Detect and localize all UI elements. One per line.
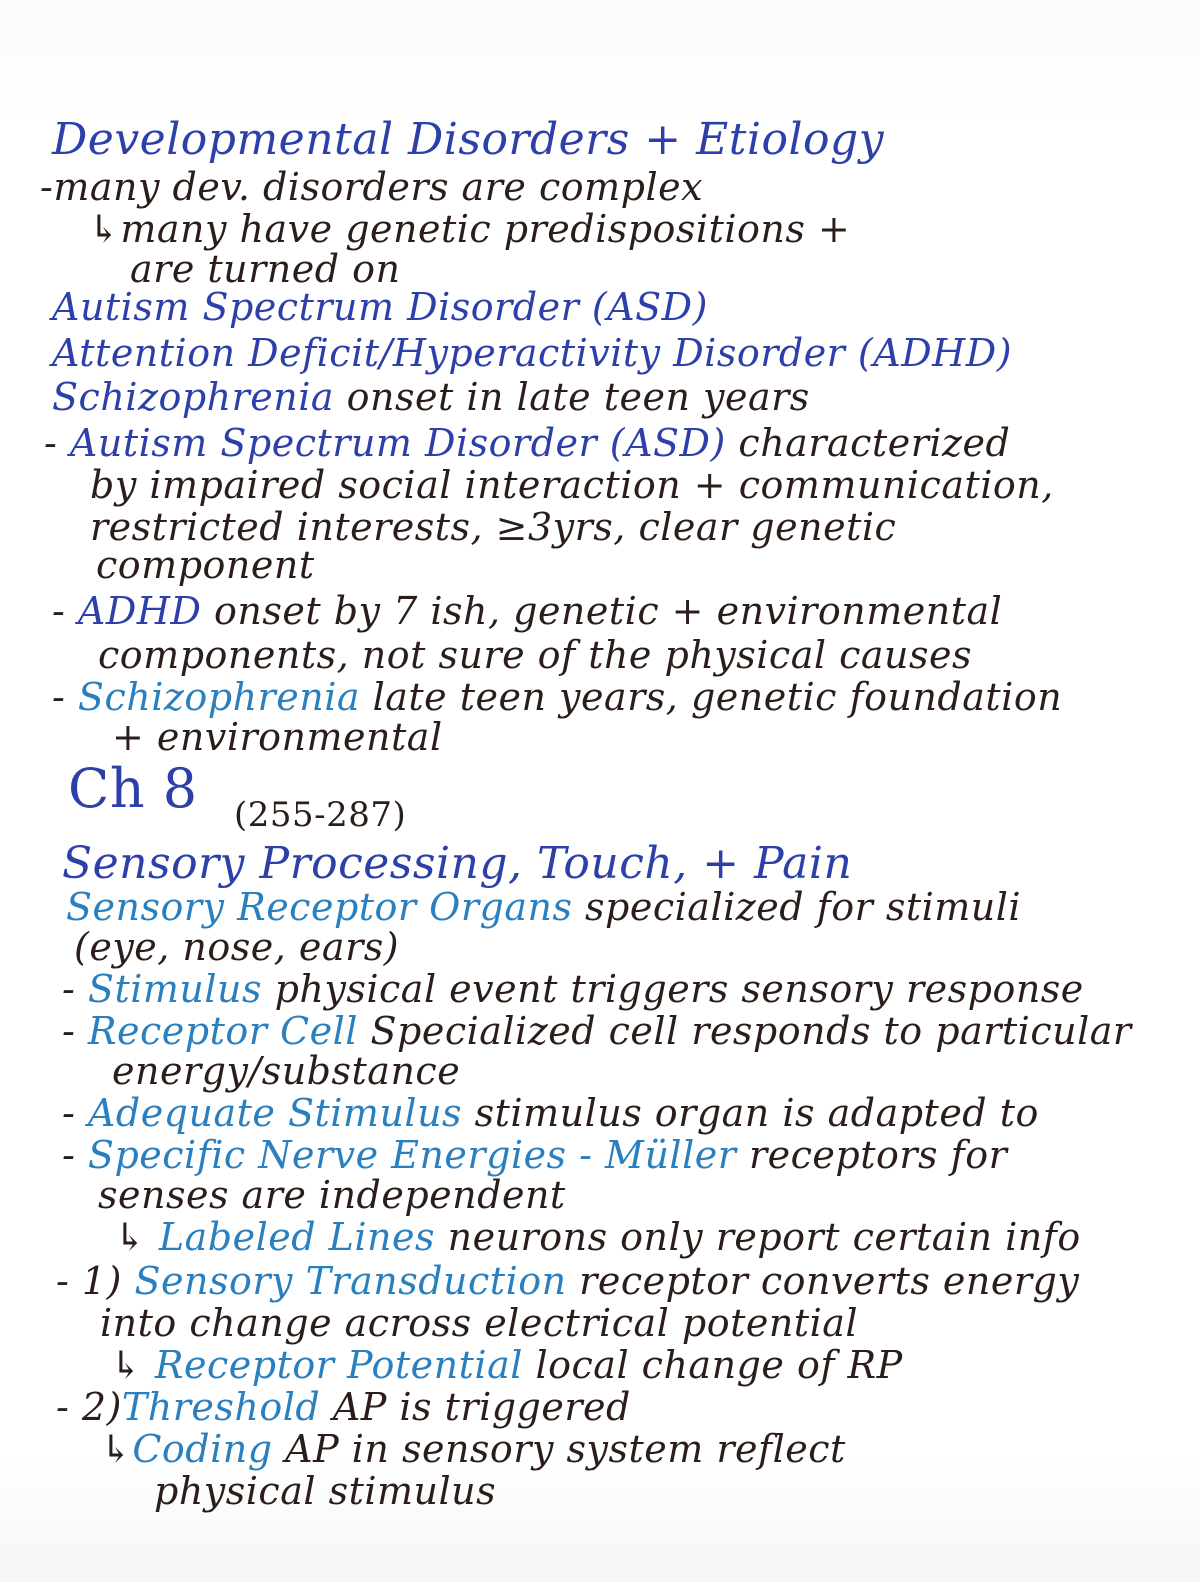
term: ADHD — [77, 589, 202, 633]
note-line — [110, 1343, 903, 1387]
note-line — [62, 1133, 1008, 1177]
definition: late teen years, genetic foundation — [360, 675, 1063, 719]
definition: stimulus organ is adapted to — [462, 1091, 1039, 1135]
bullet: - — [44, 421, 70, 465]
note-line — [62, 1009, 1132, 1053]
definition: onset by 7 ish, genetic + environmental — [201, 589, 1003, 633]
note-line: physical stimulus — [154, 1469, 497, 1513]
term: Sensory Transduction — [134, 1259, 567, 1303]
definition: neurons only report certain info — [435, 1215, 1081, 1259]
note-line: ↳many have genetic predispositions + — [88, 207, 851, 251]
arrow: ↳ — [114, 1215, 159, 1259]
note-line — [52, 675, 1063, 719]
note-line — [114, 1215, 1081, 1259]
note-line — [62, 967, 1084, 1011]
term: Schizophrenia — [52, 375, 335, 419]
note-line — [56, 1385, 631, 1429]
bullet: - — [62, 967, 88, 1011]
note-line — [52, 375, 810, 419]
note-line: component — [96, 543, 315, 587]
note-line: senses are independent — [98, 1173, 566, 1217]
definition: onset in late teen years — [334, 375, 810, 419]
bullet: - 2) — [56, 1385, 122, 1429]
term: Coding — [132, 1427, 273, 1471]
term: Specific Nerve Energies - Müller — [87, 1133, 737, 1177]
bullet: - — [52, 589, 78, 633]
chapter-heading: Ch 8 — [68, 757, 198, 820]
note-line: into change across electrical potential — [100, 1301, 859, 1345]
note-line: energy/substance — [112, 1049, 461, 1093]
term: Receptor Cell — [87, 1009, 358, 1053]
page-heading: Developmental Disorders + Etiology — [52, 114, 885, 165]
definition: specialized for stimuli — [572, 885, 1022, 929]
note-line: restricted interests, ≥3yrs, clear genetic — [90, 505, 897, 549]
term: Stimulus — [87, 967, 263, 1011]
note-line — [100, 1427, 846, 1471]
note-line: (eye, nose, ears) — [74, 925, 400, 969]
definition: physical event triggers sensory response — [262, 967, 1084, 1011]
definition: characterized — [725, 421, 1011, 465]
definition: Specialized cell responds to particular — [357, 1009, 1132, 1053]
term: Sensory Receptor Organs — [66, 885, 573, 929]
definition: receptors for — [736, 1133, 1008, 1177]
definition: local change of RP — [522, 1343, 903, 1387]
arrow: ↳ — [110, 1343, 155, 1387]
term-heading: Autism Spectrum Disorder (ASD) — [52, 285, 708, 329]
note-line: + environmental — [112, 715, 443, 759]
bullet: - — [62, 1133, 88, 1177]
note-line: -many dev. disorders are complex — [40, 165, 704, 209]
note-line — [66, 885, 1022, 929]
term: Threshold — [121, 1385, 321, 1429]
note-line: are turned on — [130, 247, 401, 291]
bullet: - — [52, 675, 78, 719]
term: Schizophrenia — [77, 675, 360, 719]
bullet: - 1) — [56, 1259, 135, 1303]
bullet: - — [62, 1009, 88, 1053]
arrow: ↳ — [100, 1427, 133, 1471]
note-line — [62, 1091, 1039, 1135]
note-line — [44, 421, 1011, 465]
term-heading: Attention Deficit/Hyperactivity Disorder (ADHD) — [52, 331, 1013, 375]
note-line: components, not sure of the physical causes — [98, 633, 972, 677]
term: Labeled Lines — [158, 1215, 436, 1259]
definition: AP is triggered — [320, 1385, 631, 1429]
term: Receptor Potential — [154, 1343, 523, 1387]
note-line — [52, 589, 1003, 633]
term: Autism Spectrum Disorder (ASD) — [69, 421, 726, 465]
term: Adequate Stimulus — [87, 1091, 463, 1135]
note-line — [56, 1259, 1080, 1303]
page-range: (255-287) — [234, 795, 407, 835]
section-heading: Sensory Processing, Touch, + Pain — [62, 838, 853, 889]
definition: AP in sensory system reflect — [272, 1427, 846, 1471]
bullet: - — [62, 1091, 88, 1135]
definition: receptor converts energy — [566, 1259, 1080, 1303]
note-line: by impaired social interaction + communication, — [90, 463, 1054, 507]
